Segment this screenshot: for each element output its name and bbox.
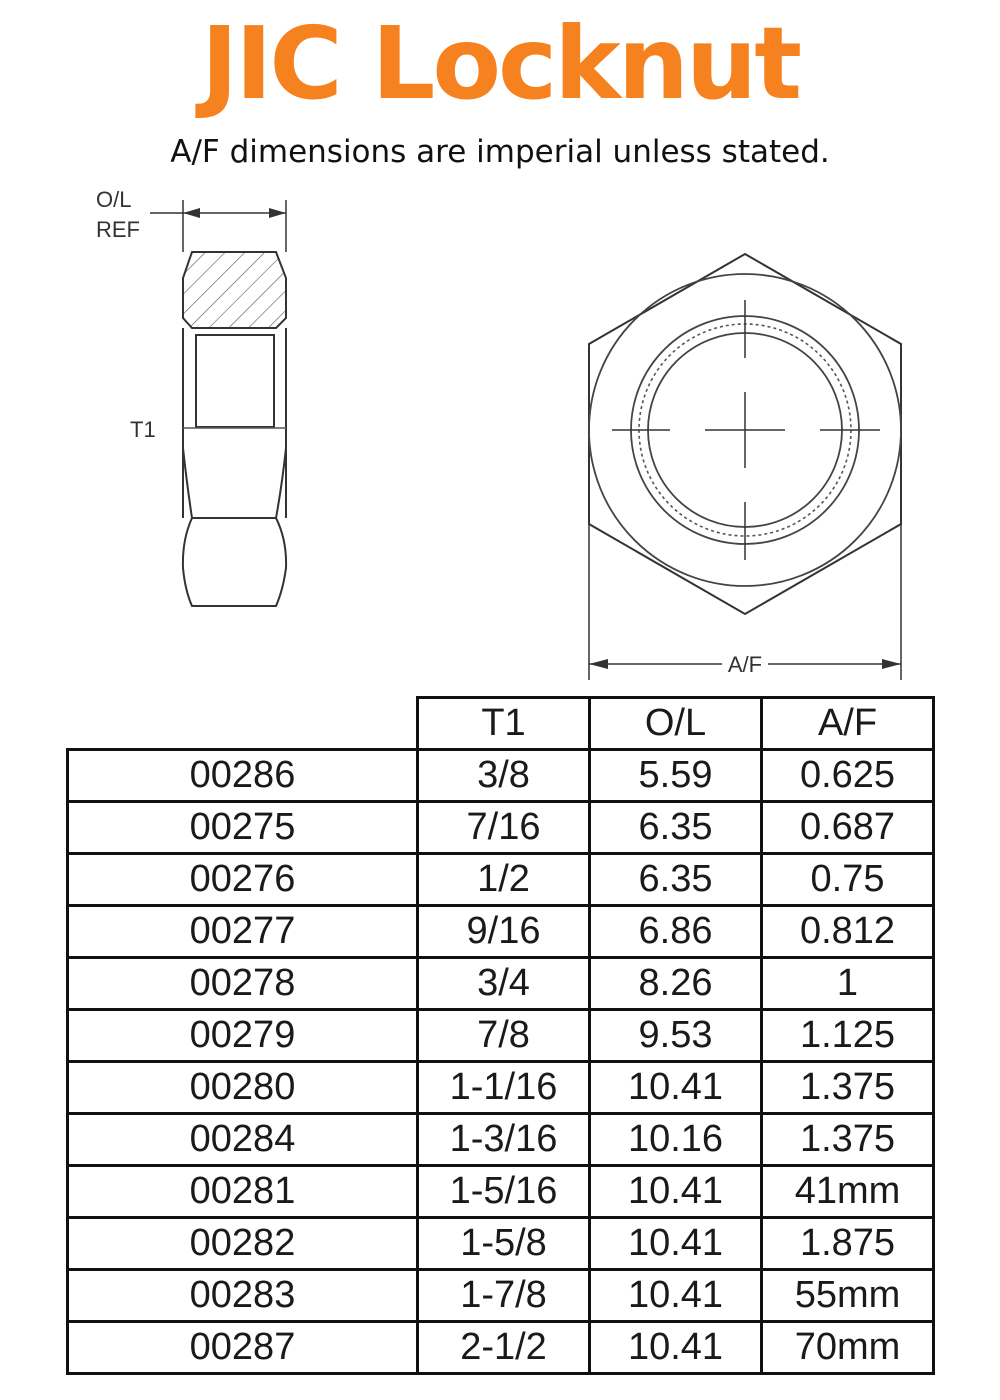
table-row	[68, 1114, 934, 1166]
ol-ref-label: O/L	[96, 187, 132, 212]
cell-af: 0.625	[762, 750, 934, 802]
cell-t1: 1-5/16	[418, 1166, 590, 1218]
table-row	[68, 1322, 934, 1374]
cell-ol: 10.41	[590, 1322, 762, 1374]
table-row	[68, 1218, 934, 1270]
table-row	[68, 802, 934, 854]
table-row	[68, 1270, 934, 1322]
table-row	[68, 1166, 934, 1218]
table-row	[68, 958, 934, 1010]
table-row	[68, 906, 934, 958]
cell-af: 1.125	[762, 1010, 934, 1062]
cell-af: 0.75	[762, 854, 934, 906]
t1-label: T1	[130, 417, 156, 442]
cell-part-number: 00281	[68, 1166, 418, 1218]
cell-ol: 8.26	[590, 958, 762, 1010]
cell-part-number: 00275	[68, 802, 418, 854]
cell-ol: 10.41	[590, 1166, 762, 1218]
side-view	[96, 187, 286, 606]
cell-ol: 6.86	[590, 906, 762, 958]
cell-t1: 2-1/2	[418, 1322, 590, 1374]
cell-t1: 9/16	[418, 906, 590, 958]
cell-t1: 3/8	[418, 750, 590, 802]
af-label: A/F	[727, 652, 763, 677]
table-row	[68, 854, 934, 906]
cell-af: 0.812	[762, 906, 934, 958]
cell-af: 1.375	[762, 1114, 934, 1166]
locknut-dimensions-table	[66, 696, 935, 1375]
cell-part-number: 00278	[68, 958, 418, 1010]
table-row	[68, 1062, 934, 1114]
cell-t1: 1-5/8	[418, 1218, 590, 1270]
column-header-t1: T1	[418, 698, 590, 750]
cell-ol: 10.41	[590, 1218, 762, 1270]
cell-t1: 1-3/16	[418, 1114, 590, 1166]
cell-ol: 5.59	[590, 750, 762, 802]
cell-af: 70mm	[762, 1322, 934, 1374]
cell-part-number: 00283	[68, 1270, 418, 1322]
cell-t1: 1-1/16	[418, 1062, 590, 1114]
cell-t1: 7/8	[418, 1010, 590, 1062]
cell-af: 55mm	[762, 1270, 934, 1322]
page-subtitle: A/F dimensions are imperial unless stated.	[170, 134, 830, 170]
cell-t1: 1/2	[418, 854, 590, 906]
cell-t1: 1-7/8	[418, 1270, 590, 1322]
column-header-af: A/F	[762, 698, 934, 750]
cell-part-number: 00280	[68, 1062, 418, 1114]
cell-ol: 6.35	[590, 802, 762, 854]
cell-t1: 7/16	[418, 802, 590, 854]
cell-af: 0.687	[762, 802, 934, 854]
cell-t1: 3/4	[418, 958, 590, 1010]
column-header-part-number	[68, 698, 418, 750]
table-row	[68, 1010, 934, 1062]
cell-part-number: 00282	[68, 1218, 418, 1270]
page-title: JIC Locknut	[200, 5, 799, 122]
ol-ref-label-2: REF	[96, 217, 140, 242]
cell-ol: 9.53	[590, 1010, 762, 1062]
cell-af: 1.875	[762, 1218, 934, 1270]
cell-af: 41mm	[762, 1166, 934, 1218]
cell-ol: 6.35	[590, 854, 762, 906]
cell-ol: 10.16	[590, 1114, 762, 1166]
cell-af: 1.375	[762, 1062, 934, 1114]
cell-ol: 10.41	[590, 1062, 762, 1114]
hex-front-view	[589, 254, 901, 680]
cell-ol: 10.41	[590, 1270, 762, 1322]
locknut-technical-drawing	[0, 180, 1000, 690]
column-header-ol: O/L	[590, 698, 762, 750]
cell-part-number: 00276	[68, 854, 418, 906]
table-header-row	[68, 698, 934, 750]
cell-part-number: 00287	[68, 1322, 418, 1374]
cell-part-number: 00279	[68, 1010, 418, 1062]
cell-af: 1	[762, 958, 934, 1010]
cell-part-number: 00277	[68, 906, 418, 958]
cell-part-number: 00284	[68, 1114, 418, 1166]
cell-part-number: 00286	[68, 750, 418, 802]
table-row	[68, 750, 934, 802]
